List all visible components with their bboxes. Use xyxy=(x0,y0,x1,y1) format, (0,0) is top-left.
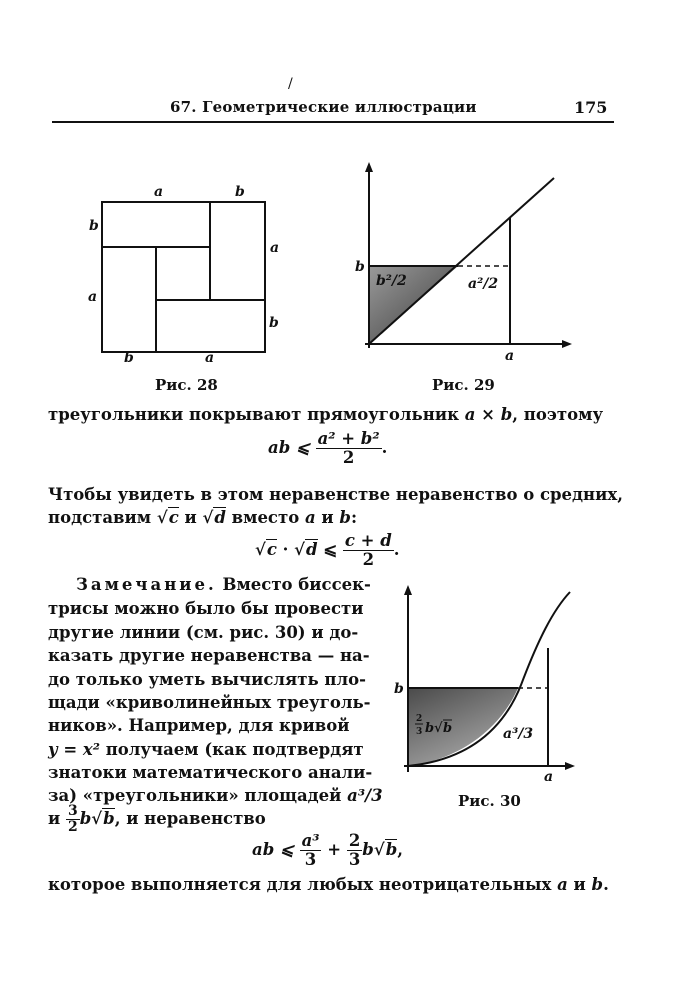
page-header-title: 67. Геометрические иллюстрации xyxy=(170,98,477,116)
remark-line-6: щади «криволинейных треуголь- xyxy=(48,693,371,712)
equation-2: √c · √d ⩽ $\frac{c + d}{2}$ . xyxy=(255,531,400,569)
remark-line-2: трисы можно было бы провести xyxy=(48,599,364,618)
fig29-label-a: a xyxy=(505,348,515,364)
page-number: 175 xyxy=(574,98,608,117)
fig30-coef-den: 3 xyxy=(416,727,423,737)
text-line-1: треугольники покрывают прямоугольник a × b, поэтому xyxy=(48,405,604,424)
remark-line-1: Замечание. Вместо биссек- xyxy=(76,575,371,594)
remark-line-5: до только уметь вычислять пло- xyxy=(48,670,366,689)
fig28-label-a-left: a xyxy=(88,289,98,305)
remark-line-9: знатоки математического анали- xyxy=(48,763,373,782)
fig29-diagonal xyxy=(369,178,554,344)
fig28-label-b-top: b xyxy=(235,184,245,200)
fig30-label-b: b xyxy=(394,681,404,697)
fig28-label-b-left: b xyxy=(89,218,99,234)
remark-line-3: другие линии (см. рис. 30) и до- xyxy=(48,623,359,642)
fig28-label-a-right: a xyxy=(270,240,280,256)
fig28-label-b-bottom: b xyxy=(124,350,134,365)
fig30-label-b-var: b xyxy=(425,721,435,736)
fig30-caption: Рис. 30 xyxy=(458,792,521,810)
fig30-coef-num: 2 xyxy=(416,714,423,724)
text-line-2: Чтобы увидеть в этом неравенстве неравенство о средних, xyxy=(48,485,623,504)
figure-28 xyxy=(80,180,290,365)
fig29-caption: Рис. 29 xyxy=(432,376,495,394)
remark-line-4: казать другие неравенства — на- xyxy=(48,646,370,665)
fig30-label-root-b: b xyxy=(443,721,453,736)
fig28-rect-top xyxy=(102,202,210,247)
remark-line-7: ников». Например, для кривой xyxy=(48,716,350,735)
text-line-3: подставим √c и √d вместо a и b: xyxy=(48,508,358,527)
equation-1: ab ⩽ $\frac{\text{a² + b²}}{2}$ . xyxy=(268,429,388,467)
fig28-label-a-bottom: a xyxy=(205,350,215,365)
figure-30 xyxy=(388,580,588,790)
figure-29 xyxy=(340,158,580,368)
fig30-root-sign: √ xyxy=(434,721,443,736)
fig29-label-b: b xyxy=(355,259,365,275)
fig28-rect-bottom xyxy=(156,300,265,352)
fig30-label-a: a xyxy=(544,769,554,785)
fig28-rect-left xyxy=(102,247,156,352)
remark-line-8: y = x² получаем (как подтвердят xyxy=(48,740,364,759)
fig30-label-a3: a³/3 xyxy=(503,726,534,742)
fig28-outer-rect xyxy=(102,202,265,352)
stray-mark: / xyxy=(288,76,293,92)
fig28-label-b-right: b xyxy=(269,315,279,331)
fig28-label-a-top: a xyxy=(154,184,164,200)
header-rule xyxy=(52,121,614,123)
fig28-caption: Рис. 28 xyxy=(155,376,218,394)
text-last-line: которое выполняется для любых неотрицательных a и b. xyxy=(48,875,609,894)
fig29-label-a2: a²/2 xyxy=(468,276,499,292)
equation-3: ab ⩽ $\frac{\text{a³}}{3}$ + $\frac{2}{3}$ b√b, xyxy=(252,831,403,869)
fig28-rect-right xyxy=(210,202,265,300)
remark-line-10: за) «треугольники» площадей a³/3 xyxy=(48,786,383,805)
remark-line-11: и $\frac{3}{2}$ b√b, и неравенство xyxy=(48,803,266,835)
fig29-label-b2: b²/2 xyxy=(376,273,407,289)
